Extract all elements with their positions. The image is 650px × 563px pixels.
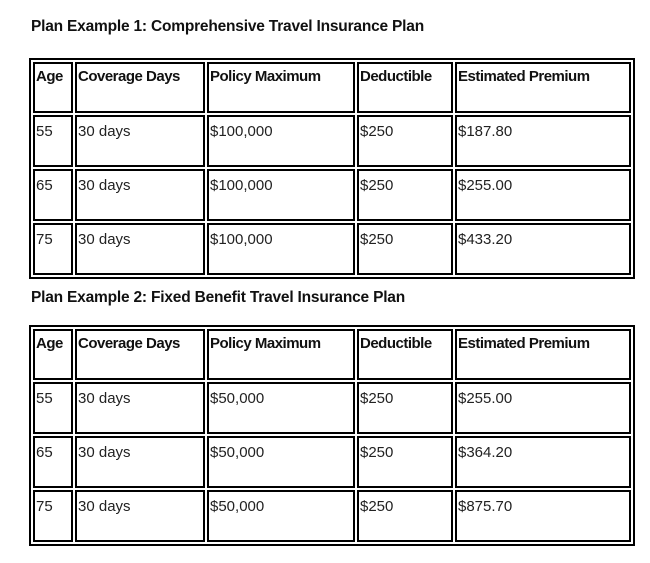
plan-2-title: Plan Example 2: Fixed Benefit Travel Insurance Plan <box>31 289 406 306</box>
cell-coverage-days: 30 days <box>75 436 205 488</box>
plan-1-title: Plan Example 1: Comprehensive Travel Insurance Plan <box>31 18 424 35</box>
cell-policy-maximum: $100,000 <box>207 223 355 275</box>
cell-age: 65 <box>33 436 73 488</box>
cell-policy-maximum: $100,000 <box>207 115 355 167</box>
cell-estimated-premium: $255.00 <box>455 169 631 221</box>
cell-estimated-premium: $875.70 <box>455 490 631 542</box>
cell-age: 55 <box>33 115 73 167</box>
cell-estimated-premium: $187.80 <box>455 115 631 167</box>
table-row <box>33 436 631 488</box>
table-row <box>33 490 631 542</box>
cell-policy-maximum: $50,000 <box>207 436 355 488</box>
table-row <box>33 382 631 434</box>
cell-policy-maximum: $50,000 <box>207 490 355 542</box>
cell-coverage-days: 30 days <box>75 115 205 167</box>
cell-age: 65 <box>33 169 73 221</box>
table-row <box>33 223 631 275</box>
cell-estimated-premium: $255.00 <box>455 382 631 434</box>
header-deductible: Deductible <box>357 62 453 113</box>
table-row <box>33 115 631 167</box>
header-estimated-premium: Estimated Premium <box>455 329 631 380</box>
cell-coverage-days: 30 days <box>75 223 205 275</box>
cell-deductible: $250 <box>357 382 453 434</box>
cell-coverage-days: 30 days <box>75 382 205 434</box>
table-header-row <box>33 62 631 113</box>
header-age: Age <box>33 62 73 113</box>
header-policy-maximum: Policy Maximum <box>207 329 355 380</box>
cell-policy-maximum: $50,000 <box>207 382 355 434</box>
cell-estimated-premium: $364.20 <box>455 436 631 488</box>
cell-coverage-days: 30 days <box>75 490 205 542</box>
cell-estimated-premium: $433.20 <box>455 223 631 275</box>
header-deductible: Deductible <box>357 329 453 380</box>
table-row <box>33 169 631 221</box>
table-header-row <box>33 329 631 380</box>
cell-deductible: $250 <box>357 223 453 275</box>
cell-coverage-days: 30 days <box>75 169 205 221</box>
cell-policy-maximum: $100,000 <box>207 169 355 221</box>
cell-age: 75 <box>33 223 73 275</box>
header-coverage-days: Coverage Days <box>75 329 205 380</box>
cell-age: 75 <box>33 490 73 542</box>
cell-deductible: $250 <box>357 169 453 221</box>
cell-deductible: $250 <box>357 115 453 167</box>
plan-2-table <box>29 325 635 546</box>
cell-deductible: $250 <box>357 490 453 542</box>
header-age: Age <box>33 329 73 380</box>
cell-age: 55 <box>33 382 73 434</box>
header-estimated-premium: Estimated Premium <box>455 62 631 113</box>
header-coverage-days: Coverage Days <box>75 62 205 113</box>
cell-deductible: $250 <box>357 436 453 488</box>
plan-1-table <box>29 58 635 279</box>
header-policy-maximum: Policy Maximum <box>207 62 355 113</box>
